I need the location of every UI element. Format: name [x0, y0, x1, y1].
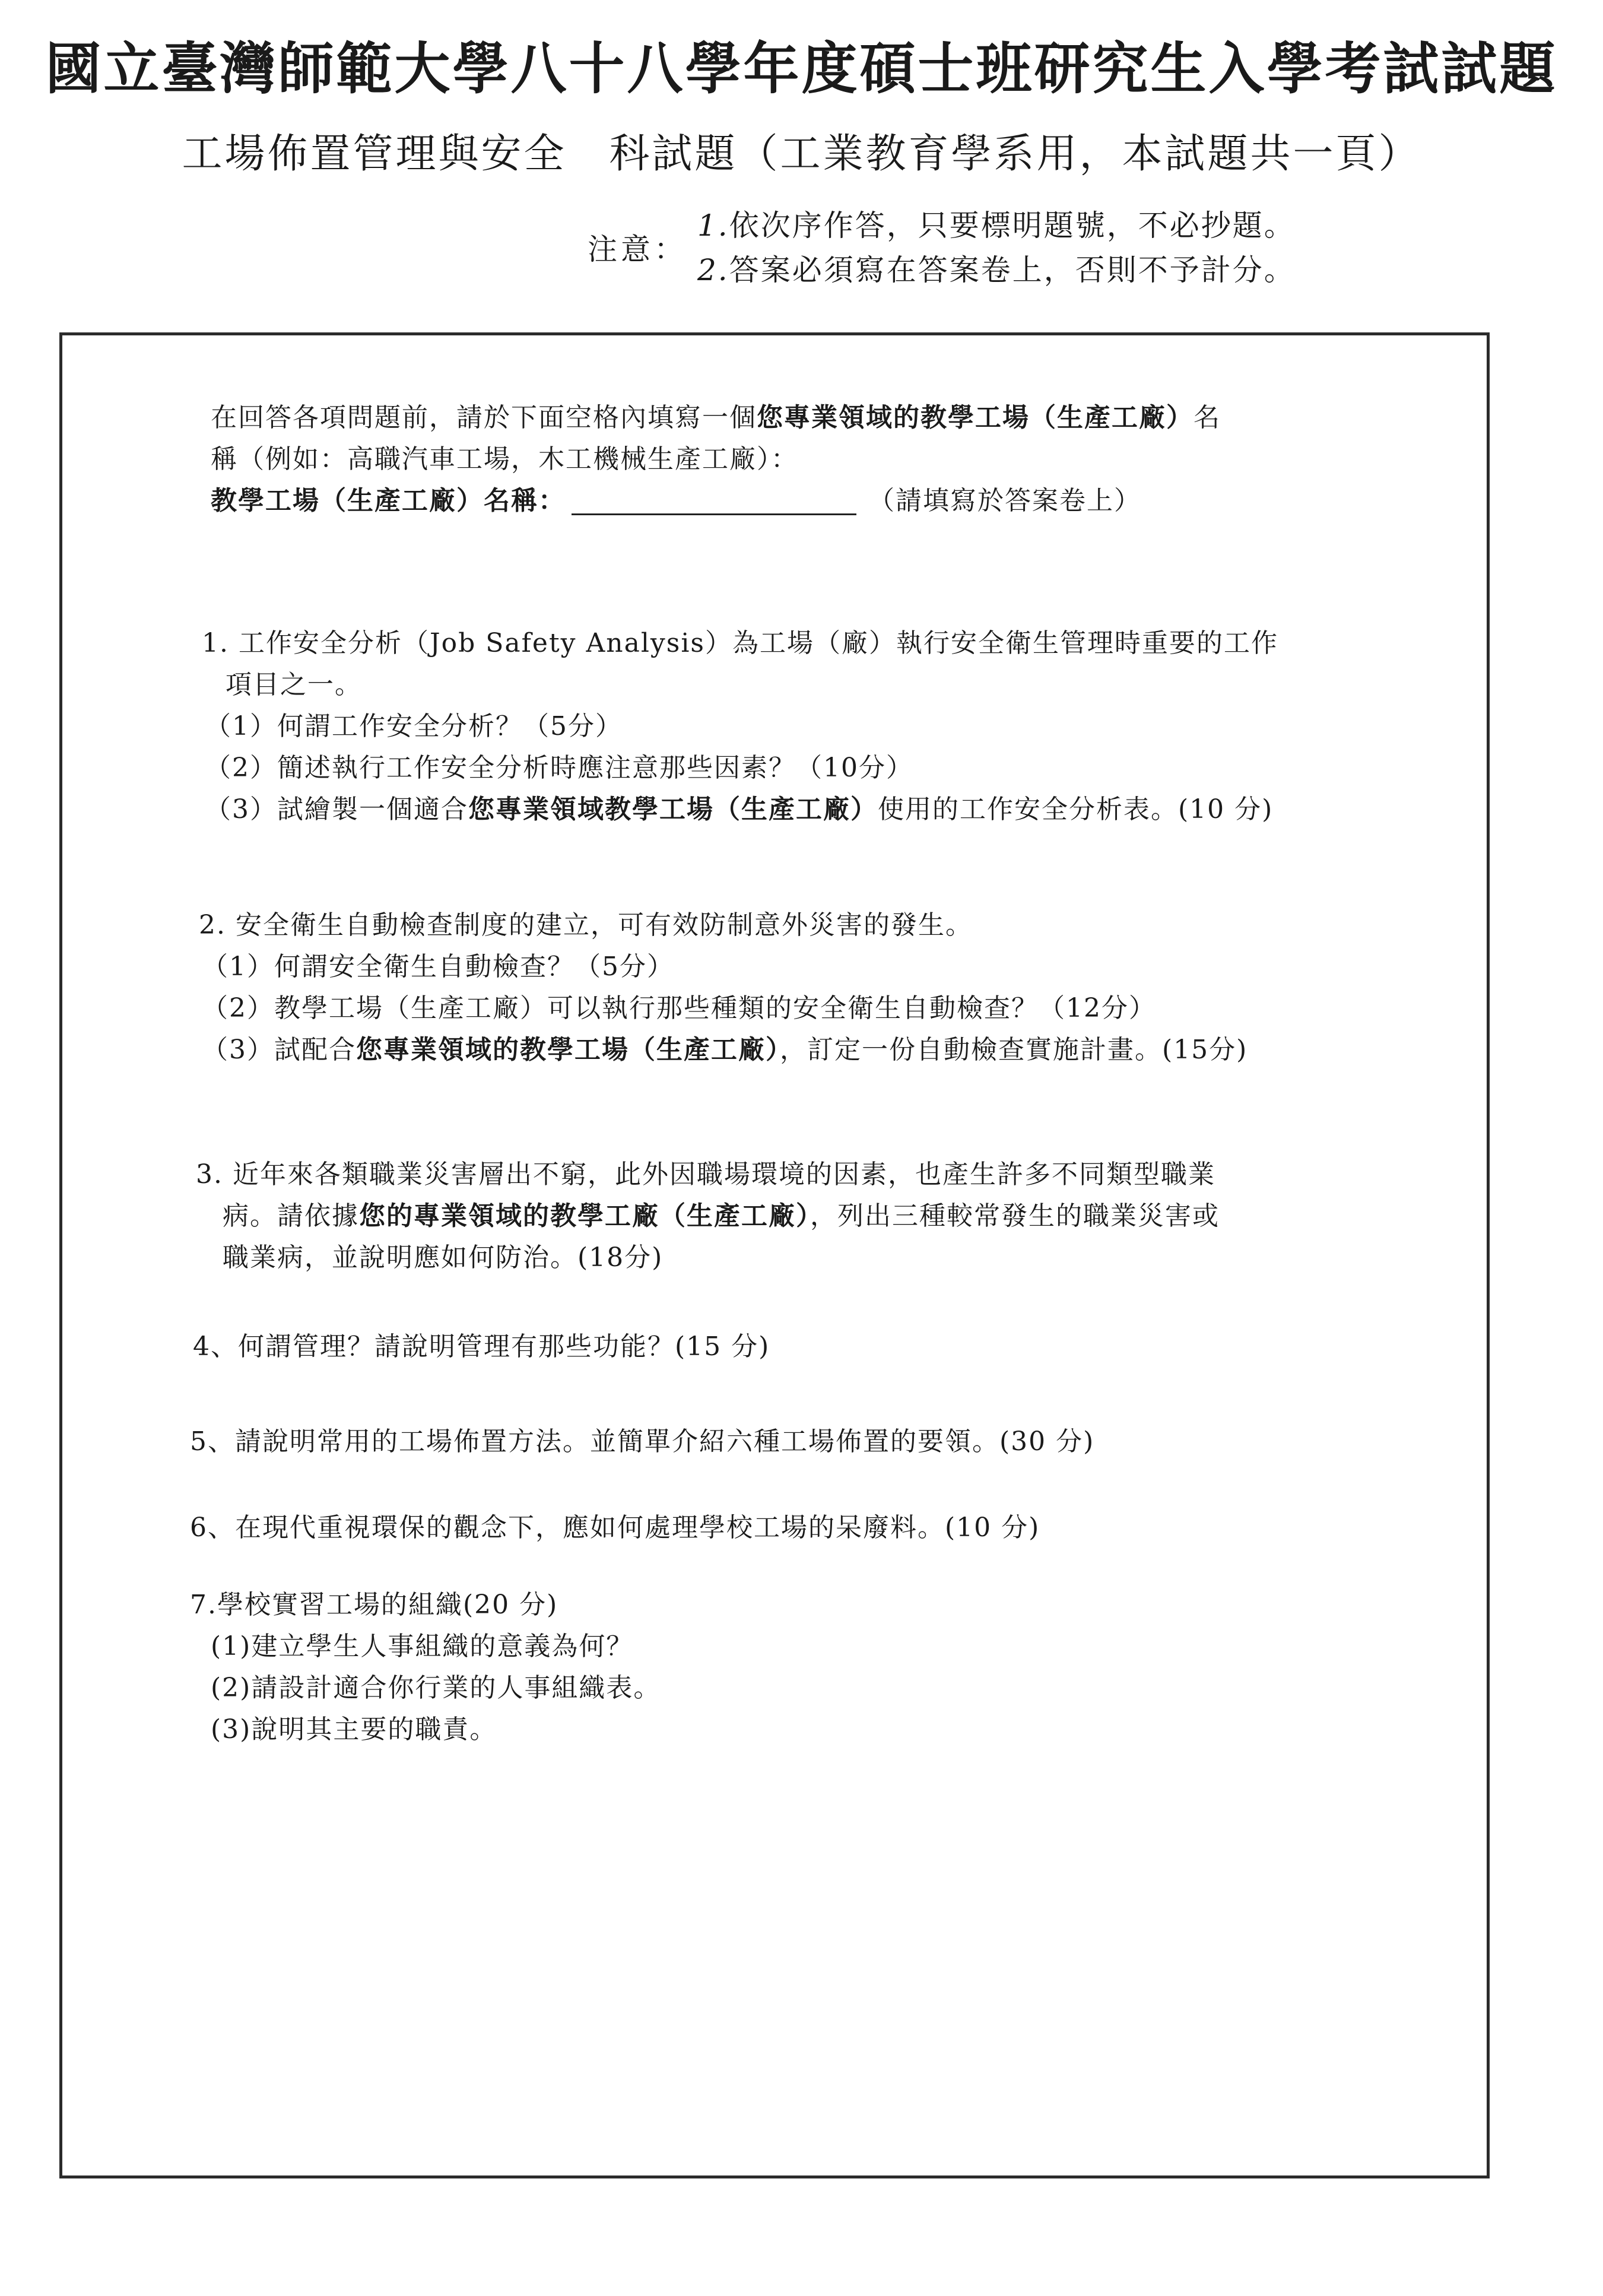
notice-block	[588, 202, 1537, 297]
q2-sub-3-emphasis: 您專業領域的教學工場（生產工廠）	[356, 1035, 780, 1065]
notice-item-text: 答案必須寫在答案卷上，否則不予計分。	[729, 253, 1296, 287]
question-frame	[59, 332, 1490, 2178]
q1-line-1: 1. 工作安全分析（Job Safety Analysis）為工場（廠）執行安全衛生管理時重要的工作	[202, 628, 1278, 658]
q2-sub-3-text: （3）試配合	[202, 1035, 356, 1065]
workshop-name-note: （請填寫於答案卷上）	[868, 486, 1141, 516]
intro-line-1	[211, 404, 1221, 432]
q3-line-2-emphasis: 您的專業領域的教學工廠（生產工廠）	[359, 1201, 810, 1231]
workshop-name-field	[211, 487, 1141, 515]
intro-emphasis: 您專業領域的教學工場（生產工廠）	[757, 402, 1193, 433]
q1-sub-2: （2）簡述執行工作安全分析時應注意那些因素？（10分）	[205, 753, 913, 783]
intro-text: 在回答各項問題前，請於下面空格內填寫一個	[211, 402, 757, 433]
q1-sub-3	[205, 795, 1273, 824]
q3-line-2-text: ，列出三種較常發生的職業災害或	[810, 1201, 1220, 1231]
workshop-name-blank	[572, 487, 856, 515]
q3-line-2	[223, 1202, 1220, 1231]
q1-line-2: 項目之一。	[226, 670, 362, 700]
notice-item	[697, 246, 1296, 291]
q2-sub-3	[202, 1036, 1248, 1064]
q6-line-1: 6、在現代重視環保的觀念下，應如何處理學校工場的呆廢料。(10 分)	[190, 1512, 1040, 1543]
q3-line-1: 3. 近年來各類職業災害層出不窮，此外因職場環境的因素，也產生許多不同類型職業	[196, 1159, 1215, 1190]
notice-item-text: 依次序作答，只要標明題號，不必抄題。	[729, 208, 1296, 243]
q3-line-2-text: 病。請依據	[223, 1201, 359, 1231]
exam-subtitle: 工場佈置管理與安全 科試題（工業教育學系用，本試題共一頁）	[182, 131, 1421, 177]
q2-sub-3-text: ，訂定一份自動檢查實施計畫。(15分)	[780, 1035, 1248, 1065]
exam-title: 國立臺灣師範大學八十八學年度碩士班研究生入學考試試題	[45, 36, 1558, 102]
q7-line-1: 7.學校實習工場的組織(20 分)	[190, 1590, 558, 1620]
q1-sub-3-emphasis: 您專業領域教學工場（生產工廠）	[468, 794, 878, 824]
notice-label: 注意：	[588, 232, 687, 267]
q2-line-1: 2. 安全衛生自動檢查制度的建立，可有效防制意外災害的發生。	[199, 910, 973, 940]
q7-sub-1: (1)建立學生人事組織的意義為何？	[211, 1631, 634, 1661]
notice-item	[697, 202, 1296, 246]
notice-item-number: 1.	[697, 208, 729, 243]
intro-text: 名	[1193, 402, 1221, 433]
q1-sub-3-text: （3）試繪製一個適合	[205, 794, 468, 824]
intro-line-2: 稱（例如：高職汽車工場，木工機械生產工廠）：	[211, 444, 798, 474]
workshop-name-label: 教學工場（生產工廠）名稱：	[211, 486, 566, 516]
q4-line-1: 4、何謂管理？請說明管理有那些功能？(15 分)	[193, 1331, 770, 1362]
q7-sub-3: (3)說明其主要的職責。	[211, 1714, 497, 1745]
q7-sub-2: (2)請設計適合你行業的人事組織表。	[211, 1673, 661, 1703]
q1-sub-3-text: 使用的工作安全分析表。(10 分)	[878, 794, 1274, 824]
notice-list	[697, 202, 1296, 291]
q1-sub-1: （1）何謂工作安全分析？（5分）	[205, 711, 623, 741]
q2-sub-1: （1）何謂安全衛生自動檢查？（5分）	[202, 952, 674, 982]
q3-line-3: 職業病，並說明應如何防治。(18分)	[223, 1242, 664, 1273]
q5-line-1: 5、請說明常用的工場佈置方法。並簡單介紹六種工場佈置的要領。(30 分)	[190, 1426, 1095, 1457]
notice-item-number: 2.	[697, 253, 729, 287]
q2-sub-2: （2）教學工場（生產工廠）可以執行那些種類的安全衛生自動檢查？（12分）	[202, 993, 1156, 1023]
